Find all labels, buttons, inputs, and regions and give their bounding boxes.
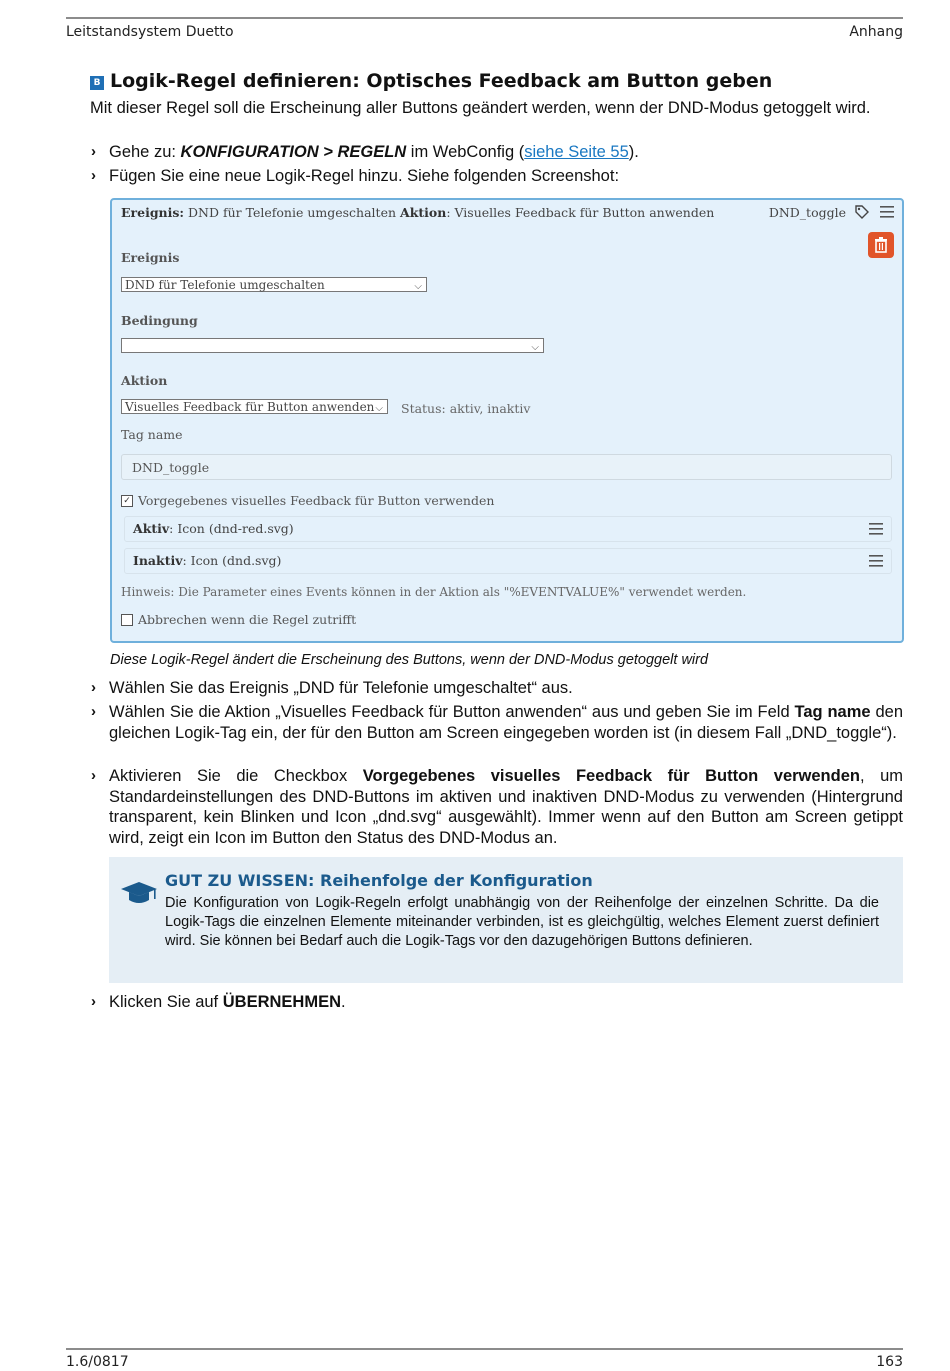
action-label: Aktion — [121, 373, 168, 388]
header-title: Leitstandsystem Duetto — [66, 24, 234, 40]
event-select[interactable]: DND für Telefonie umgeschalten ⌵ — [121, 277, 427, 292]
bullet-chevron-icon: › — [91, 167, 96, 184]
menu-icon[interactable] — [880, 205, 894, 219]
bullet-chevron-icon: › — [91, 703, 96, 720]
figure-caption: Diese Logik-Regel ändert die Erscheinung des Buttons, wenn der DND-Modus getoggelt wird — [110, 652, 709, 668]
graduation-cap-icon — [119, 879, 159, 909]
abort-checkbox[interactable]: Abbrechen wenn die Regel zutrifft — [121, 612, 356, 627]
footer-rule — [66, 1348, 903, 1350]
page-number: 163 — [876, 1354, 903, 1370]
section-title-text: Logik-Regel definieren: Optisches Feedback am Button geben — [110, 70, 773, 92]
step-2: Fügen Sie eine neue Logik-Regel hinzu. Siehe folgenden Screenshot: — [109, 167, 620, 185]
event-label: Ereignis — [121, 250, 180, 265]
condition-select[interactable] — [121, 338, 544, 353]
action-select[interactable]: Visuelles Feedback für Button anwenden ⌵ — [121, 399, 388, 414]
page-link[interactable]: siehe Seite 55 — [524, 143, 629, 161]
condition-label: Bedingung — [121, 313, 198, 328]
rule-summary: Ereignis: DND für Telefonie umgeschalten Aktion: Visuelles Feedback für Button anwenden — [121, 205, 715, 220]
footer-version: 1.6/0817 — [66, 1354, 129, 1370]
delete-button[interactable] — [868, 232, 894, 258]
logic-rule-screenshot — [110, 198, 904, 643]
tip-text: Die Konfiguration von Logik-Regeln erfolgt unabhängig von der Reihenfolge der einzelnen Schritte. Da die Logik-Tags die einzelnen Elemente miteinander verbinden, ist es gleichgültig, welches Element zuerst definiert wird. Sie können bei Bedarf auch die Logik-Tags vor den dazugehörigen Buttons definieren. — [165, 895, 879, 949]
bullet-chevron-icon: › — [91, 993, 96, 1010]
chevron-down-icon: ⌵ — [375, 403, 383, 414]
checkbox-checked-icon: ✓ — [121, 495, 133, 507]
step-6: Klicken Sie auf ÜBERNEHMEN. — [109, 993, 346, 1011]
chevron-down-icon: ⌵ — [531, 342, 539, 353]
section-intro: Mit dieser Regel soll die Erscheinung aller Buttons geändert werden, wenn der DND-Modus getoggelt wird. — [90, 99, 871, 117]
default-feedback-checkbox[interactable]: ✓ Vorgegebenes visuelles Feedback für Button verwenden — [121, 493, 494, 508]
tip-title: GUT ZU WISSEN: Reihenfolge der Konfiguration — [165, 871, 593, 890]
good-to-know-box — [109, 857, 903, 983]
chevron-down-icon: ⌵ — [414, 281, 422, 292]
menu-icon[interactable] — [869, 554, 883, 568]
checkbox-unchecked-icon — [121, 614, 133, 626]
bullet-chevron-icon: › — [91, 767, 96, 784]
step-3: Wählen Sie das Ereignis „DND für Telefonie umgeschaltet“ aus. — [109, 679, 573, 697]
trash-icon — [868, 232, 894, 258]
action-status: Status: aktiv, inaktiv — [401, 401, 531, 416]
tagname-input[interactable]: DND_toggle — [121, 454, 892, 480]
header-section: Anhang — [849, 24, 903, 40]
bullet-chevron-icon: › — [91, 679, 96, 696]
inactive-state-row: Inaktiv: Icon (dnd.svg) — [124, 548, 892, 574]
menu-icon[interactable] — [869, 522, 883, 536]
section-badge: B — [90, 76, 104, 90]
tagname-label: Tag name — [121, 427, 183, 442]
active-state-row: Aktiv: Icon (dnd-red.svg) — [124, 516, 892, 542]
rule-tag-name: DND_toggle — [768, 205, 846, 220]
step-5: Aktivieren Sie die Checkbox Vorgegebenes visuelles Feedback für Button verwenden, um Standardeinstellungen des DND-Buttons im aktiven und inaktiven DND-Modus zu verwenden (Hintergrund transparent, kein Blinken und Icon „dnd.svg“ ausgewählt). Immer wenn auf den Button am Screen getippt wird, zeigt ein Icon im Button den Status des DND-Modus an. — [109, 767, 903, 847]
tag-icon[interactable] — [854, 204, 870, 220]
section-title — [90, 70, 772, 92]
header-rule — [66, 17, 903, 19]
step-1: Gehe zu: KONFIGURATION > REGELN im WebConfig (siehe Seite 55). — [109, 143, 639, 161]
step-4: Wählen Sie die Aktion „Visuelles Feedback für Button anwenden“ aus und geben Sie im Feld Tag name den gleichen Logik-Tag ein, der für den Button am Screen eingegeben worden ist (in diesem Fall „DND_toggle“). — [109, 703, 903, 742]
event-hint: Hinweis: Die Parameter eines Events können in der Aktion als "%EVENTVALUE%" verwendet werden. — [121, 585, 747, 599]
bullet-chevron-icon: › — [91, 143, 96, 160]
